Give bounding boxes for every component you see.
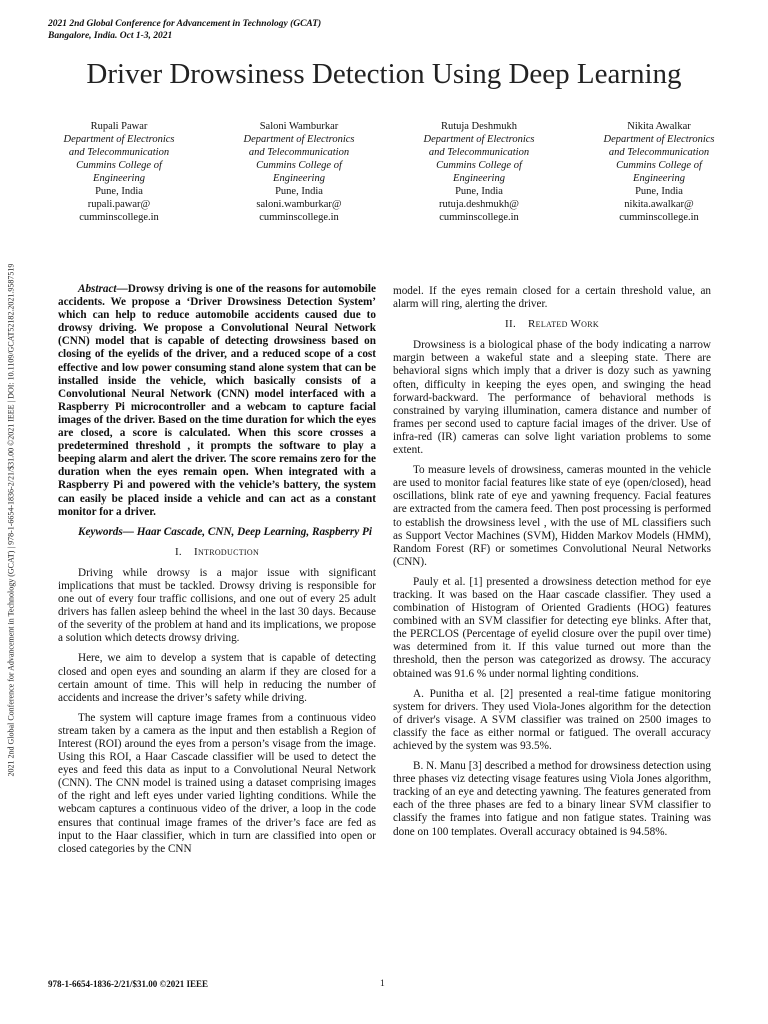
- paper-title: Driver Drowsiness Detection Using Deep Learning: [86, 58, 682, 90]
- author-dept: Engineering: [633, 173, 685, 184]
- author-dept: Cummins College of: [436, 160, 522, 171]
- author-city: Pune, India: [95, 186, 143, 197]
- author-dept: and Telecommunication: [68, 147, 170, 158]
- author-email: cumminscollege.in: [439, 212, 519, 223]
- conference-name: 2021 2nd Global Conference for Advancement in Technology (GCAT): [48, 19, 322, 29]
- author-block: [44, 120, 194, 224]
- author-email: rutuja.deshmukh@: [439, 199, 519, 210]
- author-name: Rutuja Deshmukh: [440, 121, 518, 132]
- keywords: Keywords— Haar Cascade, CNN, Deep Learning, Raspberry Pi: [78, 525, 372, 538]
- author-dept: Department of Electronics: [603, 134, 715, 145]
- author-city: Pune, India: [635, 186, 683, 197]
- author-name: Saloni Wamburkar: [259, 121, 339, 132]
- body-paragraph: Here, we aim to develop a system that is capable of detecting closed and open eyes and sounding an alarm if they are closed for a certain amount of time. This will help in reducing the number of accidents and increase the driver’s safety while driving.: [58, 652, 376, 704]
- abstract-lead: Abstract: [78, 283, 117, 295]
- author-email: cumminscollege.in: [79, 212, 159, 223]
- author-email: saloni.wamburkar@: [256, 199, 342, 210]
- page-number: 1: [380, 979, 385, 989]
- conference-header: [48, 18, 321, 42]
- author-block: [404, 120, 554, 224]
- author-dept: Cummins College of: [616, 160, 702, 171]
- author-city: Pune, India: [455, 186, 503, 197]
- conference-location: Bangalore, India. Oct 1-3, 2021: [48, 31, 173, 41]
- left-column: [58, 283, 376, 863]
- body-paragraph: Driving while drowsy is a major issue with significant implications that must be tackled. Drowsy driving is responsible for one out of every four traffic collisions, and one out of every 25 adult drivers has fallen asleep behind the wheel in the last 30 days. Because of the severity of the problem at hand and its implications, we propose a solution which detects drowsy driving.: [58, 566, 376, 645]
- author-dept: Engineering: [93, 173, 145, 184]
- author-dept: Cummins College of: [76, 160, 162, 171]
- author-dept: and Telecommunication: [248, 147, 350, 158]
- abstract: [58, 283, 376, 519]
- body-paragraph: Pauly et al. [1] presented a drowsiness detection method for eye tracking. It was based on the Haar cascade classifier. They used a combination of Histogram of Oriented Gradients (HOG) features combined with an SVM classifier for detecting eye blinks. After that, the PERCLOS (Percentage of eyelid closure over the pupil over time) was determined from it. If this value turned out more than the threshold, then the person was categorized as drowsy. The accuracy obtained was 91.6 % under normal lighting conditions.: [393, 575, 711, 680]
- right-column: [393, 285, 711, 846]
- author-email: nikita.awalkar@: [624, 199, 694, 210]
- body-paragraph: To measure levels of drowsiness, cameras mounted in the vehicle are used to monitor facial features like state of eye (open/closed), head oscillations, blink rate of eye and yawning frequency. Facial features are extracted from the camera feed. Then post processing is performed to establish the drowsiness level , with the use of ML classifiers such as Support Vector Machines (SVM), Hidden Markov Models (HMM), Random Forest (RF) or sometimes Convolutional Neural Networks (CNN).: [393, 464, 711, 568]
- author-dept: Engineering: [273, 173, 325, 184]
- author-dept: Department of Electronics: [63, 134, 175, 145]
- section-title: Introduction: [193, 545, 260, 558]
- author-dept: and Telecommunication: [608, 147, 710, 158]
- body-paragraph: A. Punitha et al. [2] presented a real-time fatigue monitoring system for drivers. They used Viola-Jones algorithm for the detection of driver's visage. A SVM classifier was trained on 2500 images to classify the face as either normal or fatigued. The overall accuracy achieved by the system was 93.5%.: [393, 687, 711, 752]
- body-paragraph: Drowsiness is a biological phase of the body indicating a narrow margin between a wakeful state and a sleeping state. There are behavioral signs which imply that a driver is dozy such as yawning often, difficulty in keeping the eyes open, and swinging the head forward-backward. The performance of behavioral methods is constrained by varying illumination, camera distance and number of frames per second used to capture facial images of the driver. Use of infra-red (IR) cameras can solve light variation problems to some extent.: [393, 339, 711, 457]
- author-block: [584, 120, 734, 224]
- section-title: Related Work: [528, 318, 599, 331]
- body-paragraph: model. If the eyes remain closed for a certain threshold value, an alarm will ring, alerting the driver.: [393, 285, 711, 311]
- author-dept: Engineering: [453, 173, 505, 184]
- author-dept: Cummins College of: [256, 160, 342, 171]
- author-dept: Department of Electronics: [423, 134, 535, 145]
- section-number: II.: [505, 318, 516, 331]
- author-list: [44, 120, 734, 224]
- author-block: [224, 120, 374, 224]
- author-email: rupali.pawar@: [87, 199, 151, 210]
- footer-copyright: 978-1-6654-1836-2/21/$31.00 ©2021 IEEE: [48, 979, 208, 989]
- abstract-text: —Drowsy driving is one of the reasons for automobile accidents. We propose a ‘Driver Drowsiness Detection System’ which can help to reduce automobile accidents caused due to drowsy driving. We propose a Convolutional Neural Network (CNN) model that is capable of detecting drowsiness based on closing of the eyelids of the driver, and a reduced scope of a cost effective and low power consuming stand alone system that can be installed inside the vehicle, which basically consists of a Convolutional Neural Network (CNN) model interfaced with a Raspberry Pi microcontroller and a webcam to capture facial images of the driver. Based on the time duration for which the eyes are closed, a score is calculated. When this score crosses a predetermined threshold , it prompts the software to play a beeping alarm and alert the driver. The score remains zero for the duration when the eyes remain open. When integrated with a Raspberry Pi and powered with the vehicle’s battery, the system can easily be placed inside a vehicle and can act as a constant monitor for a driver.: [58, 283, 376, 518]
- author-dept: Department of Electronics: [243, 134, 355, 145]
- author-name: Rupali Pawar: [90, 121, 148, 132]
- author-email: cumminscollege.in: [259, 212, 339, 223]
- body-paragraph: B. N. Manu [3] described a method for drowsiness detection using three phases viz detecting visage features using Viola Jones algorithm, tracking of an eye and detecting yawning. The features generated from each of the three phases are fed to a binary linear SVM classifier to classify the frames into fatigue and non fatigue states. Training was done on 100 templates. Overall accuracy obtained is 94.58%.: [393, 760, 711, 838]
- body-paragraph: The system will capture image frames from a continuous video stream taken by a camera as the input and then establish a Region of Interest (ROI) around the eyes from a person’s visage from the image. Using this ROI, a Haar Cascade classifier will be used to detect the eyes and feed this data as input to a Convolutional Neural Network (CNN). The CNN model is trained using a dataset comprising images of the right and left eyes under varied lighting conditions. While the webcam captures a continuous video of the driver, a loop in the code ensures that continual image frames of the driver’s face are fed as input to the Haar classifier, which in turn are classified into open or closed categories by the CNN: [58, 711, 376, 855]
- section-heading-introduction: [58, 546, 376, 559]
- author-city: Pune, India: [275, 186, 323, 197]
- section-number: I.: [174, 545, 182, 558]
- sidebar-doi-text: 2021 2nd Global Conference for Advancement in Technology (GCAT) | 978-1-6654-1836-2/21/$31.00 ©2021 IEEE | DOI: 10.1109/GCAT52182.2021.9587519: [6, 263, 16, 777]
- sidebar-citation: [2, 200, 20, 840]
- section-heading-related-work: [393, 318, 711, 331]
- author-name: Nikita Awalkar: [627, 121, 691, 132]
- author-email: cumminscollege.in: [619, 212, 699, 223]
- author-dept: and Telecommunication: [428, 147, 530, 158]
